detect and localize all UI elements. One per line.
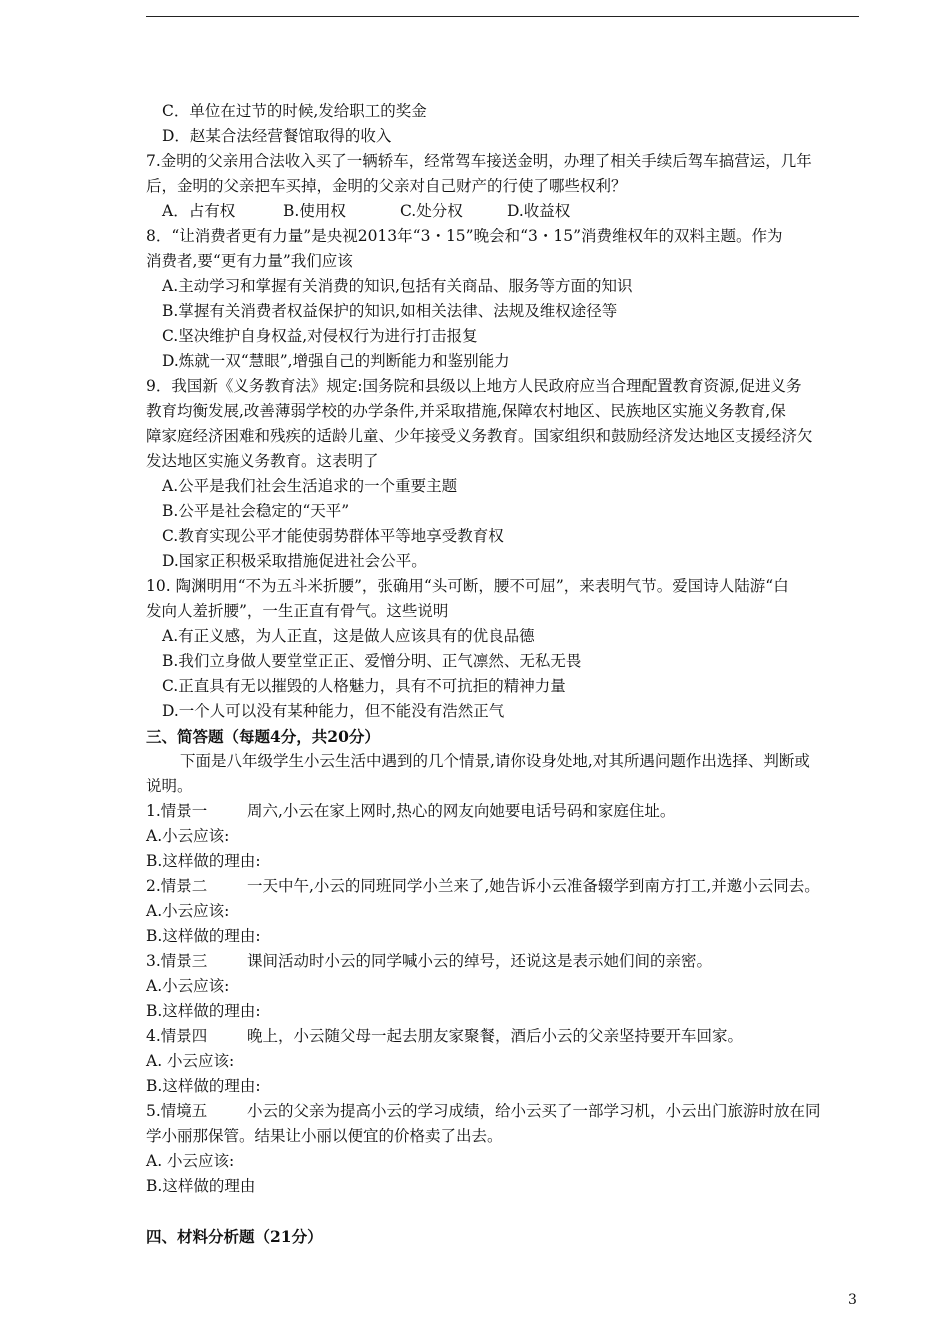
scenario-5-line2: 学小丽那保管。结果让小丽以便宜的价格卖了出去。 (146, 1127, 503, 1145)
q6-option-d: D．赵某合法经营餐馆取得的收入 (162, 127, 392, 145)
q10-option-d: D.一个人可以没有某种能力，但不能没有浩然正气 (162, 702, 505, 720)
scenario-2-answer-b: B.这样做的理由: (146, 927, 261, 945)
q8-stem-line1: 8．“让消费者更有力量”是央视2013年“3・15”晚会和“3・15”消费维权年的双料主题。作为 (146, 227, 783, 245)
q10-option-c: C.正直具有无以摧毁的人格魅力，具有不可抗拒的精神力量 (162, 677, 566, 695)
q9-stem-line2: 教育均衡发展,改善薄弱学校的办学条件,并采取措施,保障农村地区、民族地区实施义务教育,保 (146, 402, 786, 420)
scenario-text: 晚上，小云随父母一起去朋友家聚餐，酒后小云的父亲坚持要开车回家。 (247, 1027, 744, 1045)
section3-intro-line2: 说明。 (146, 777, 193, 795)
scenario-3 (146, 949, 866, 974)
scenario-text: 周六,小云在家上网时,热心的网友向她要电话号码和家庭住址。 (247, 802, 676, 820)
scenario-1 (146, 799, 866, 824)
scenario-4 (146, 1024, 866, 1049)
scenario-5-answer-b: B.这样做的理由 (146, 1177, 256, 1195)
q10-stem-line1: 10. 陶渊明用“不为五斗米折腰”，张确用“头可断，腰不可屈”，来表明气节。爱国诗人陆游“白 (146, 577, 789, 595)
q8-option-c: C.坚决维护自身权益,对侵权行为进行打击报复 (162, 327, 478, 345)
page-body (146, 99, 866, 1249)
scenario-label: 3.情景三 (146, 952, 208, 970)
q9-stem-line1: 9．我国新《义务教育法》规定:国务院和县级以上地方人民政府应当合理配置教育资源,促进义务 (146, 377, 802, 395)
page-number: 3 (848, 1292, 857, 1308)
q9-option-c: C.教育实现公平才能使弱势群体平等地享受教育权 (162, 527, 504, 545)
section3-intro-line1: 下面是八年级学生小云生活中遇到的几个情景,请你设身处地,对其所遇问题作出选择、判断或 (180, 752, 810, 770)
scenario-text: 课间活动时小云的同学喊小云的绰号，还说这是表示她们间的亲密。 (247, 952, 713, 970)
q8-option-d: D.炼就一双“慧眼”,增强自己的判断能力和鉴别能力 (162, 352, 510, 370)
scenario-1-answer-b: B.这样做的理由: (146, 852, 261, 870)
scenario-text: 一天中午,小云的同班同学小兰来了,她告诉小云准备辍学到南方打工,并邀小云同去。 (247, 877, 820, 895)
q6-option-c: C．单位在过节的时候,发给职工的奖金 (162, 102, 427, 120)
q7-option-a: A．占有权 (162, 202, 236, 220)
scenario-5-line1 (146, 1099, 866, 1124)
scenario-5-answer-a: A. 小云应该: (146, 1152, 235, 1170)
q9-option-a: A.公平是我们社会生活追求的一个重要主题 (162, 477, 458, 495)
q9-option-d: D.国家正积极采取措施促进社会公平。 (162, 552, 427, 570)
header-rule (146, 16, 859, 17)
q7-option-d: D.收益权 (507, 202, 571, 220)
q7-option-c: C.处分权 (400, 202, 463, 220)
scenario-label: 1.情景一 (146, 802, 208, 820)
q7-stem-line2: 后，金明的父亲把车买掉，金明的父亲对自己财产的行使了哪些权利？ (146, 177, 627, 195)
scenario-4-answer-a: A. 小云应该: (146, 1052, 235, 1070)
scenario-text: 小云的父亲为提高小云的学习成绩，给小云买了一部学习机，小云出门旅游时放在同 (247, 1102, 821, 1120)
q10-stem-line2: 发向人羞折腰”，一生正直有骨气。这些说明 (146, 602, 449, 620)
q7-stem-line1: 7.金明的父亲用合法收入买了一辆轿车，经常驾车接送金明，办理了相关手续后驾车搞营运，几年 (146, 152, 812, 170)
scenario-2-answer-a: A.小云应该: (146, 902, 230, 920)
q8-option-a: A.主动学习和掌握有关消费的知识,包括有关商品、服务等方面的知识 (162, 277, 633, 295)
scenario-label: 2.情景二 (146, 877, 208, 895)
q9-stem-line4: 发达地区实施义务教育。这表明了 (146, 452, 379, 470)
q8-option-b: B.掌握有关消费者权益保护的知识,如相关法律、法规及维权途径等 (162, 302, 618, 320)
q10-option-b: B.我们立身做人要堂堂正正、爱憎分明、正气凛然、无私无畏 (162, 652, 582, 670)
scenario-1-answer-a: A.小云应该: (146, 827, 230, 845)
q9-stem-line3: 障家庭经济困难和残疾的适龄儿童、少年接受义务教育。国家组织和鼓励经济发达地区支援经济欠 (146, 427, 813, 445)
scenario-label: 5.情境五 (146, 1102, 208, 1120)
section3-heading: 三、简答题（每题4分，共20分） (146, 727, 380, 746)
q7-options (146, 199, 866, 224)
blank-gap (146, 1199, 866, 1224)
q8-stem-line2: 消费者,要“更有力量”我们应该 (146, 252, 353, 270)
scenario-label: 4.情景四 (146, 1027, 208, 1045)
q7-option-b: B.使用权 (283, 202, 346, 220)
section4-heading: 四、材料分析题（21分） (146, 1227, 323, 1246)
q10-option-a: A.有正义感，为人正直，这是做人应该具有的优良品德 (162, 627, 535, 645)
scenario-3-answer-a: A.小云应该: (146, 977, 230, 995)
scenario-4-answer-b: B.这样做的理由: (146, 1077, 261, 1095)
scenario-3-answer-b: B.这样做的理由: (146, 1002, 261, 1020)
scenario-2 (146, 874, 866, 899)
q9-option-b: B.公平是社会稳定的“天平” (162, 502, 350, 520)
